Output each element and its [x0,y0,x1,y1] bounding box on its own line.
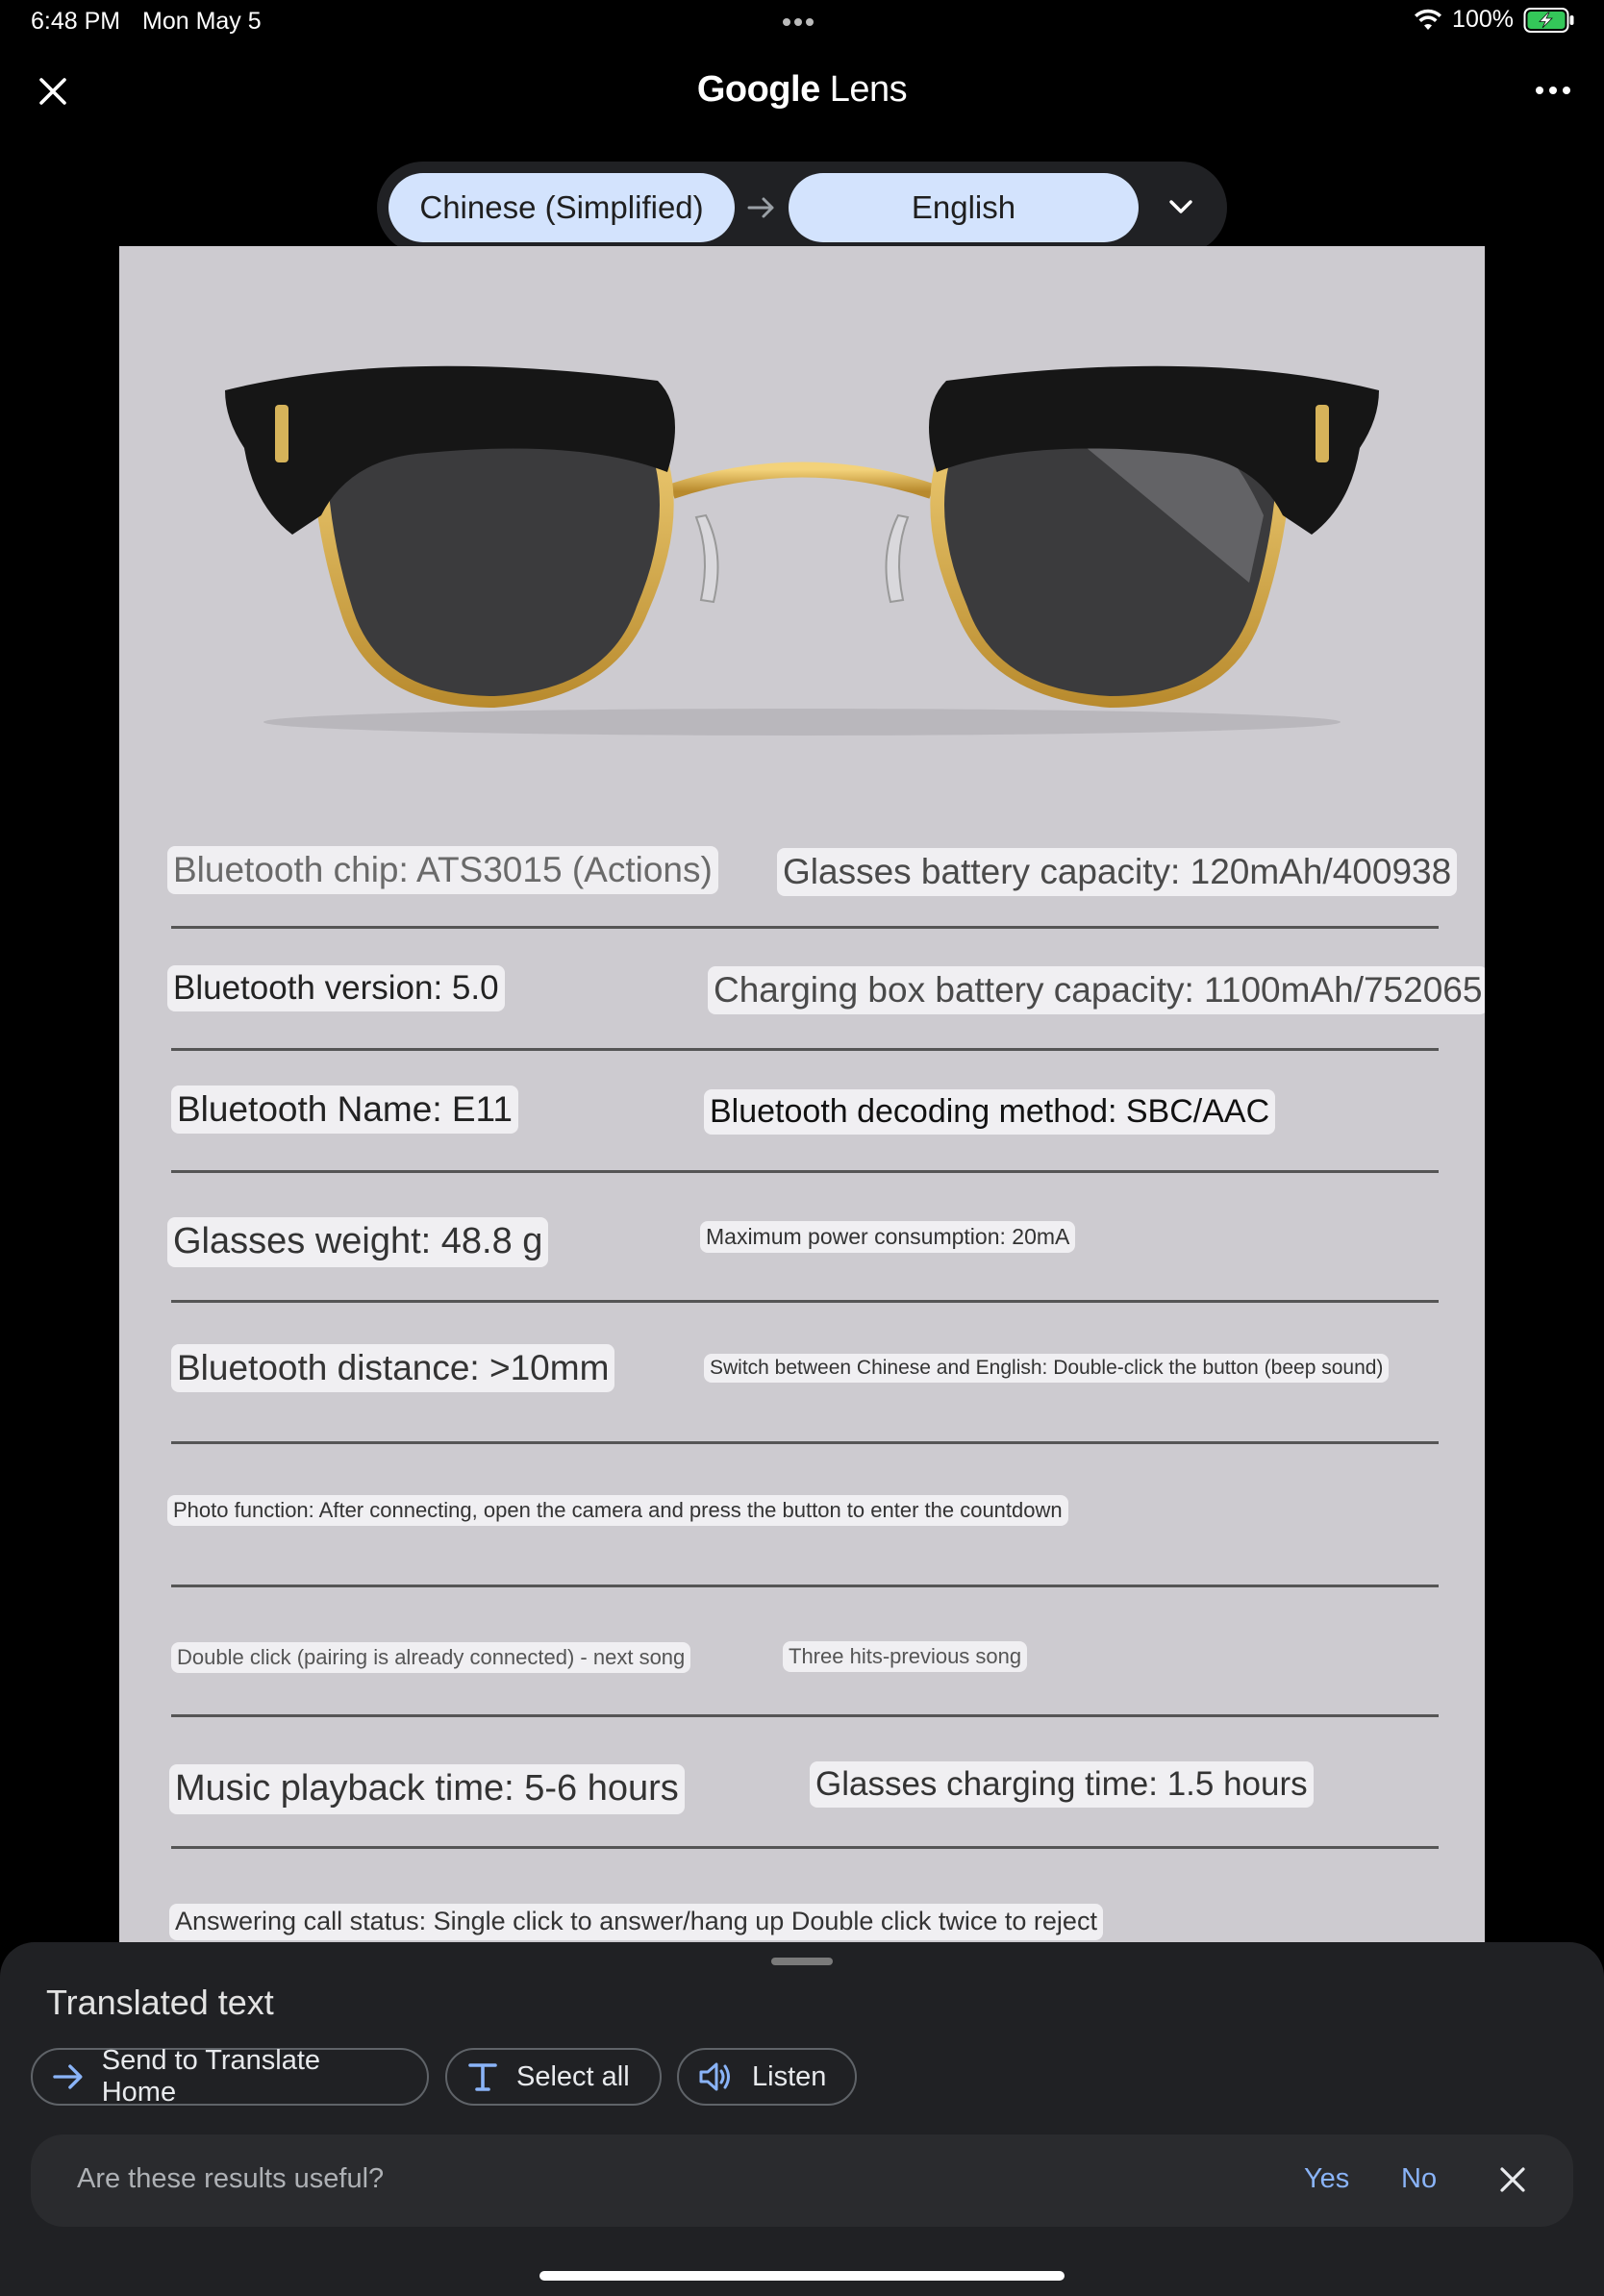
translated-line[interactable]: Switch between Chinese and English: Double-click the button (beep sound) [704,1354,1389,1383]
divider [171,1585,1439,1587]
battery-charging-icon [1523,7,1575,34]
translated-line[interactable]: Glasses weight: 48.8 g [167,1217,548,1267]
send-to-translate-label: Send to Translate Home [101,2045,321,2108]
divider [171,1846,1439,1849]
more-options-button[interactable] [1529,71,1577,110]
translated-line[interactable]: Music playback time: 5-6 hours [169,1764,685,1814]
translated-image[interactable] [119,246,1485,1942]
source-language-chip[interactable]: Chinese (Simplified) [388,173,735,242]
sheet-drag-handle[interactable] [771,1958,833,1965]
translated-line[interactable]: Bluetooth decoding method: SBC/AAC [704,1089,1275,1135]
feedback-yes-button[interactable]: Yes [1304,2163,1350,2194]
select-all-button[interactable] [445,2048,662,2106]
feedback-card [31,2134,1573,2227]
listen-label: Listen [752,2060,827,2092]
chevron-down-icon[interactable] [1161,187,1201,227]
divider [171,1048,1439,1051]
status-bar [0,0,1604,46]
divider [171,926,1439,929]
translated-line[interactable]: Three hits-previous song [783,1641,1027,1672]
divider [171,1714,1439,1717]
translated-line[interactable]: Double click (pairing is already connected) - next song [171,1642,690,1673]
text-select-icon [466,2060,499,2093]
translated-line[interactable]: Maximum power consumption: 20mA [700,1221,1075,1253]
translated-line[interactable]: Glasses charging time: 1.5 hours [810,1761,1314,1808]
app-bar [0,58,1604,125]
arrow-forward-icon [52,2060,85,2093]
translated-line[interactable]: Answering call status: Single click to answer/hang up Double click twice to reject [169,1904,1103,1940]
feedback-no-button[interactable]: No [1401,2163,1438,2194]
status-right [1414,6,1575,34]
feedback-question: Are these results useful? [77,2163,385,2194]
lens-label: Lens [819,69,908,110]
translated-line[interactable]: Bluetooth distance: >10mm [171,1344,614,1392]
wifi-icon [1414,9,1442,32]
google-logo: Google [696,69,820,110]
home-indicator[interactable] [539,2271,1065,2281]
divider [171,1300,1439,1303]
select-all-label: Select all [516,2060,630,2092]
status-date: Mon May 5 [142,8,262,35]
translated-line[interactable]: Photo function: After connecting, open the camera and press the button to enter the countdown [167,1495,1068,1526]
battery-percent: 100% [1452,6,1514,33]
sunglasses-image [206,294,1398,746]
translated-line[interactable]: Bluetooth version: 5.0 [167,965,505,1011]
translated-line[interactable]: Bluetooth chip: ATS3015 (Actions) [167,846,718,894]
translated-line[interactable]: Glasses battery capacity: 120mAh/400938 [777,848,1457,896]
divider [171,1170,1439,1173]
translated-line[interactable]: Bluetooth Name: E11 [171,1086,518,1134]
speaker-icon [698,2060,735,2093]
status-time: 6:48 PM [31,8,121,35]
divider [171,1441,1439,1444]
translated-line[interactable]: Charging box battery capacity: 1100mAh/752065 [708,966,1485,1014]
send-to-translate-button[interactable] [31,2045,429,2108]
multitasking-dots-icon[interactable] [781,13,815,31]
app-title [0,69,1604,111]
more-horiz-icon [1536,87,1543,94]
translated-text-sheet [0,1942,1604,2296]
arrow-right-icon [744,190,779,225]
target-language-chip[interactable]: English [789,173,1139,242]
close-icon[interactable] [1492,2159,1533,2200]
language-selector [377,162,1227,254]
listen-button[interactable] [677,2048,857,2106]
sheet-title: Translated text [46,1983,274,2022]
